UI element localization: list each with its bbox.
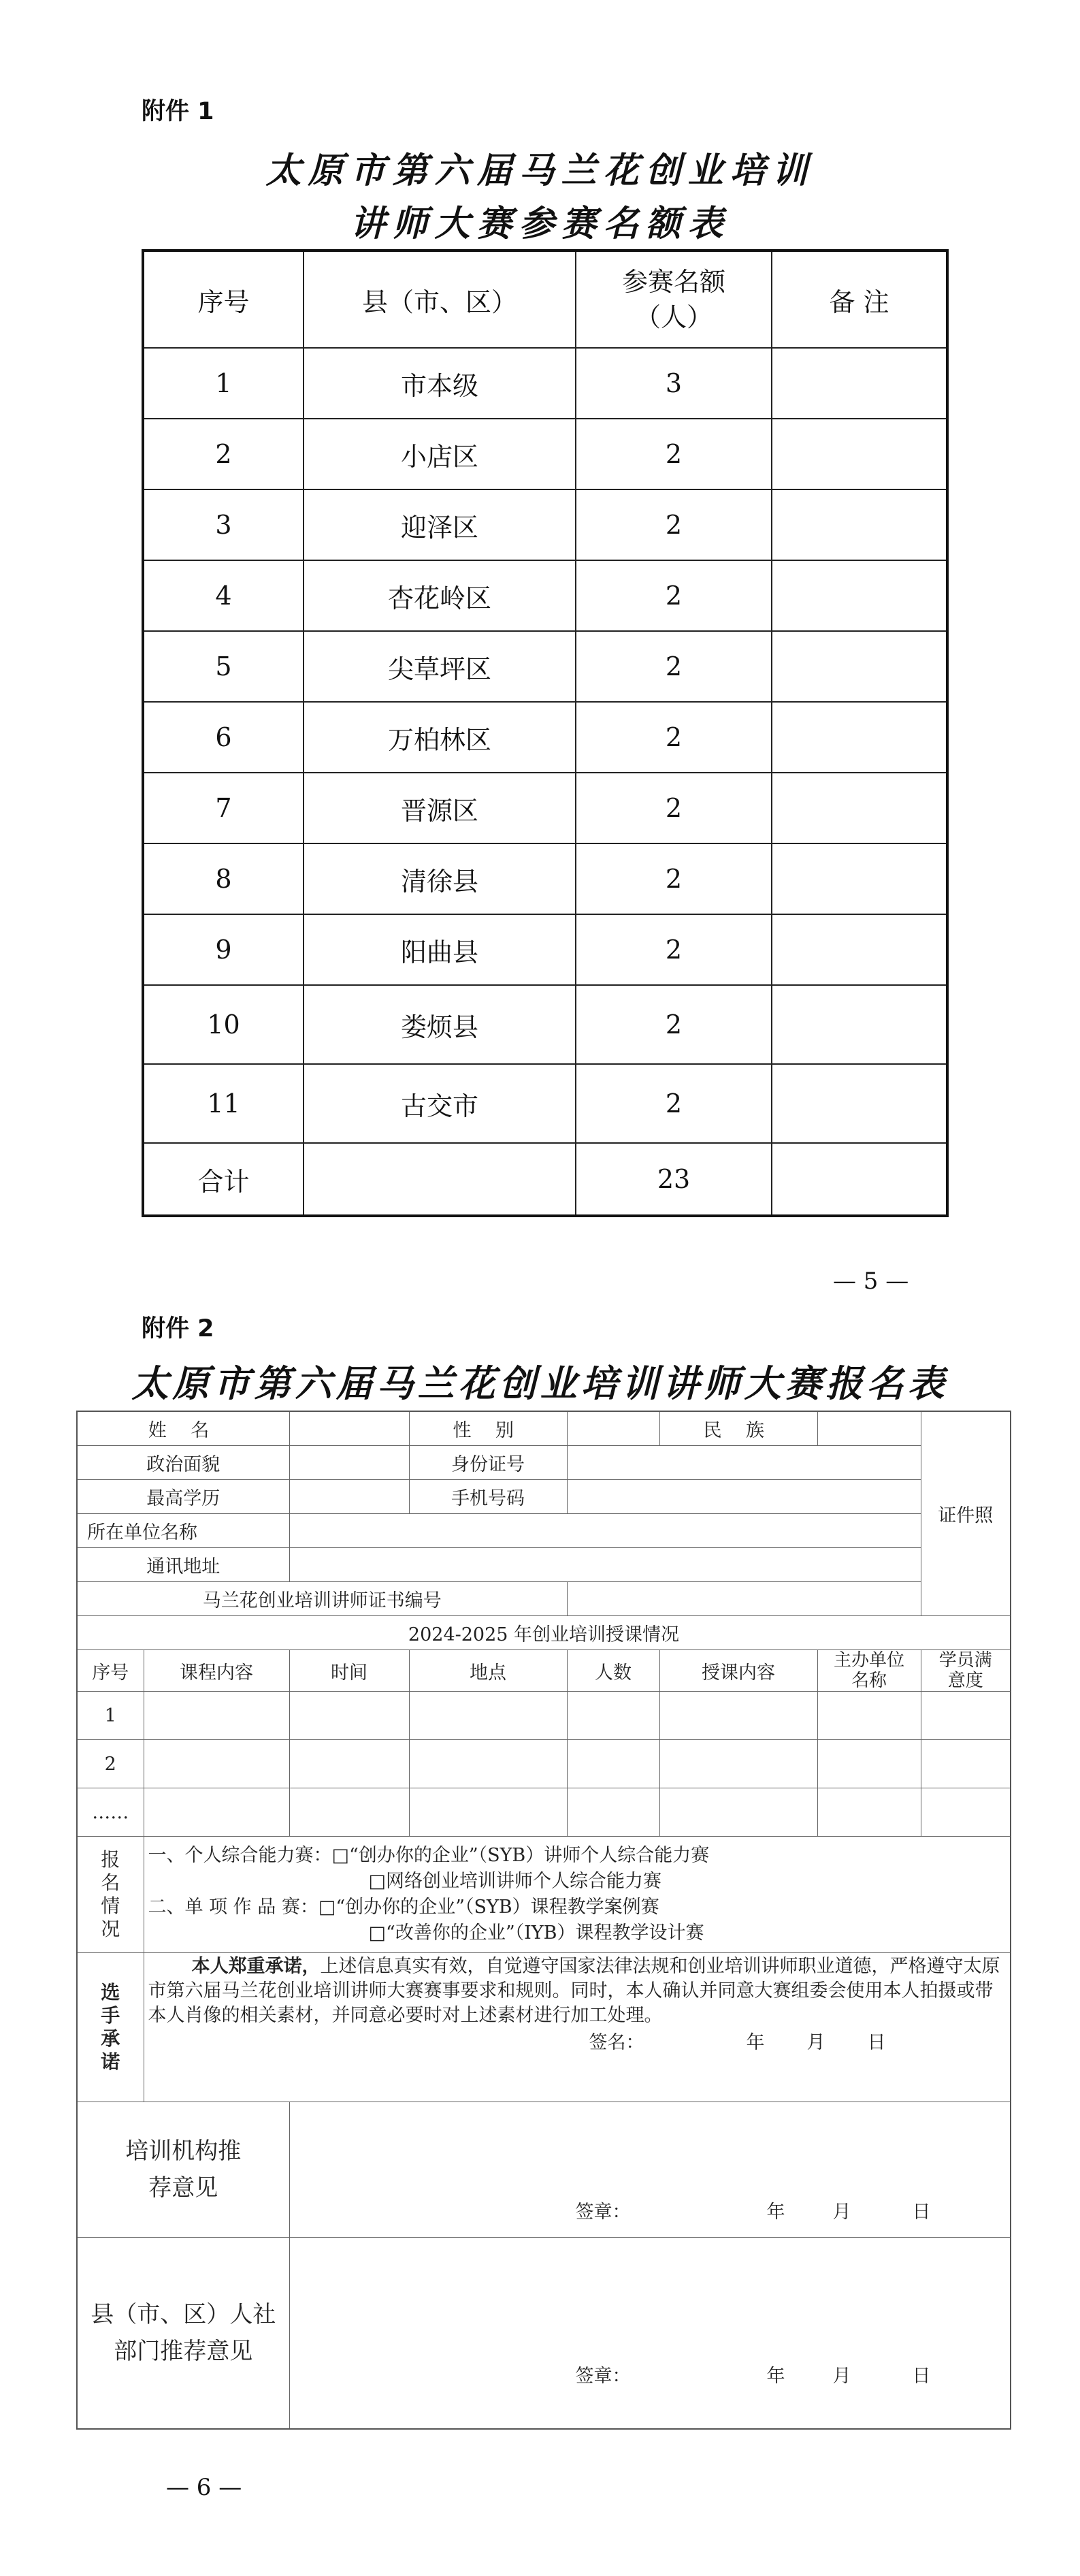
th-no: 序号 (77, 1650, 144, 1692)
department-label: 县（市、区）人社部门推荐意见 (77, 2238, 289, 2430)
table-row: 4 杏花岭区 2 (143, 560, 947, 631)
label-unit: 所在单位名称 (77, 1514, 289, 1548)
checkbox-syb-case[interactable]: □“创办你的企业”（SYB）课程教学案例赛 (318, 1897, 659, 1918)
unit-value[interactable] (289, 1514, 921, 1548)
cert-value[interactable] (567, 1582, 921, 1616)
signup-options: 一、个人综合能力赛：□“创办你的企业”（SYB）讲师个人综合能力赛 □网络创业培训讲师个人综合能力赛 二、单 项 作 品 赛：□“创办你的企业”（SYB）课程教学案例赛 □“改善你的企业”（IYB）课程教学设计赛 (144, 1837, 1011, 1953)
checkbox-iyb-design[interactable]: □“改善你的企业”（IYB）课程教学设计赛 (368, 1922, 704, 1944)
header-county: 县（市、区） (304, 251, 576, 348)
quota-title-line1: 太原市第六届马兰花创业培训 (265, 150, 815, 191)
table-row: 8 清徐县 2 (143, 843, 947, 914)
label-address: 通讯地址 (77, 1548, 289, 1582)
table-row: …… (77, 1788, 1011, 1837)
table-row: 1 (77, 1692, 1011, 1740)
quota-title-line2: 讲师大赛参赛名额表 (350, 203, 730, 244)
label-ethnicity: 民 族 (659, 1411, 817, 1446)
table-row: 6 万柏林区 2 (143, 702, 947, 773)
th-satisfaction: 学员满意度 (921, 1650, 1011, 1692)
ethnicity-value[interactable] (817, 1411, 921, 1446)
table-row: 2 小店区 2 (143, 419, 947, 489)
quota-header-row (143, 251, 947, 348)
table-row: 3 迎泽区 2 (143, 489, 947, 560)
page-number-5: — 5 — (833, 1268, 909, 1295)
th-course: 课程内容 (144, 1650, 289, 1692)
checkbox-syb-ability[interactable]: □“创办你的企业”（SYB）讲师个人综合能力赛 (331, 1845, 710, 1866)
quota-table (142, 249, 949, 1217)
label-cert: 马兰花创业培训讲师证书编号 (77, 1582, 567, 1616)
label-name: 姓 名 (77, 1411, 289, 1446)
total-row: 合计 23 (143, 1143, 947, 1216)
education-value[interactable] (289, 1480, 409, 1514)
th-time: 时间 (289, 1650, 409, 1692)
gender-value[interactable] (567, 1411, 659, 1446)
header-note: 备 注 (772, 251, 947, 348)
header-no: 序号 (143, 251, 304, 348)
registration-title: 太原市第六届马兰花创业培训讲师大赛报名表 (131, 1362, 949, 1405)
table-row: 5 尖草坪区 2 (143, 631, 947, 702)
table-row: 11 古交市 2 (143, 1064, 947, 1143)
teaching-heading: 2024-2025 年创业培训授课情况 (77, 1616, 1011, 1650)
table-row: 2 (77, 1740, 1011, 1788)
label-political: 政治面貌 (77, 1446, 289, 1480)
institution-label: 培训机构推荐意见 (77, 2102, 289, 2238)
table-row: 10 娄烦县 2 (143, 985, 947, 1064)
table-row: 1 市本级 3 (143, 348, 947, 419)
th-organizer: 主办单位名称 (817, 1650, 921, 1692)
table-row: 7 晋源区 2 (143, 773, 947, 843)
department-opinion[interactable]: 签章： 年 月 日 (289, 2238, 1011, 2430)
checkbox-online-ability[interactable]: □网络创业培训讲师个人综合能力赛 (368, 1871, 662, 1892)
label-education: 最高学历 (77, 1480, 289, 1514)
photo-box[interactable]: 证件照 (921, 1411, 1011, 1616)
signup-label: 报名情况 (77, 1837, 144, 1953)
institution-opinion[interactable]: 签章： 年 月 日 (289, 2102, 1011, 2238)
pledge-text: 本人郑重承诺，上述信息真实有效，自觉遵守国家法律法规和创业培训讲师职业道德，严格遵守太原市第六届马兰花创业培训讲师大赛赛事要求和规则。同时，本人确认并同意大赛组委会使用本人拍摄或带本人肖像的相关素材，并同意必要时对上述素材进行加工处理。 签名： 年 月 日 (144, 1953, 1011, 2102)
political-value[interactable] (289, 1446, 409, 1480)
pledge-sign-label: 签名： (589, 2032, 644, 2053)
name-value[interactable] (289, 1411, 409, 1446)
th-count: 人数 (567, 1650, 659, 1692)
page-number-6: — 6 — (166, 2474, 242, 2501)
header-quota: 参赛名额（人） (576, 251, 772, 348)
th-content: 授课内容 (659, 1650, 817, 1692)
table-row: 9 阳曲县 2 (143, 914, 947, 985)
th-place: 地点 (409, 1650, 567, 1692)
attachment-label-1: 附件 1 (142, 98, 214, 125)
pledge-label: 选手承诺 (77, 1953, 144, 2102)
label-id: 身份证号 (409, 1446, 567, 1480)
phone-value[interactable] (567, 1480, 921, 1514)
address-value[interactable] (289, 1548, 921, 1582)
registration-form (76, 1411, 1011, 2430)
attachment-label-2: 附件 2 (142, 1315, 214, 1342)
id-value[interactable] (567, 1446, 921, 1480)
label-phone: 手机号码 (409, 1480, 567, 1514)
label-gender: 性 别 (409, 1411, 567, 1446)
